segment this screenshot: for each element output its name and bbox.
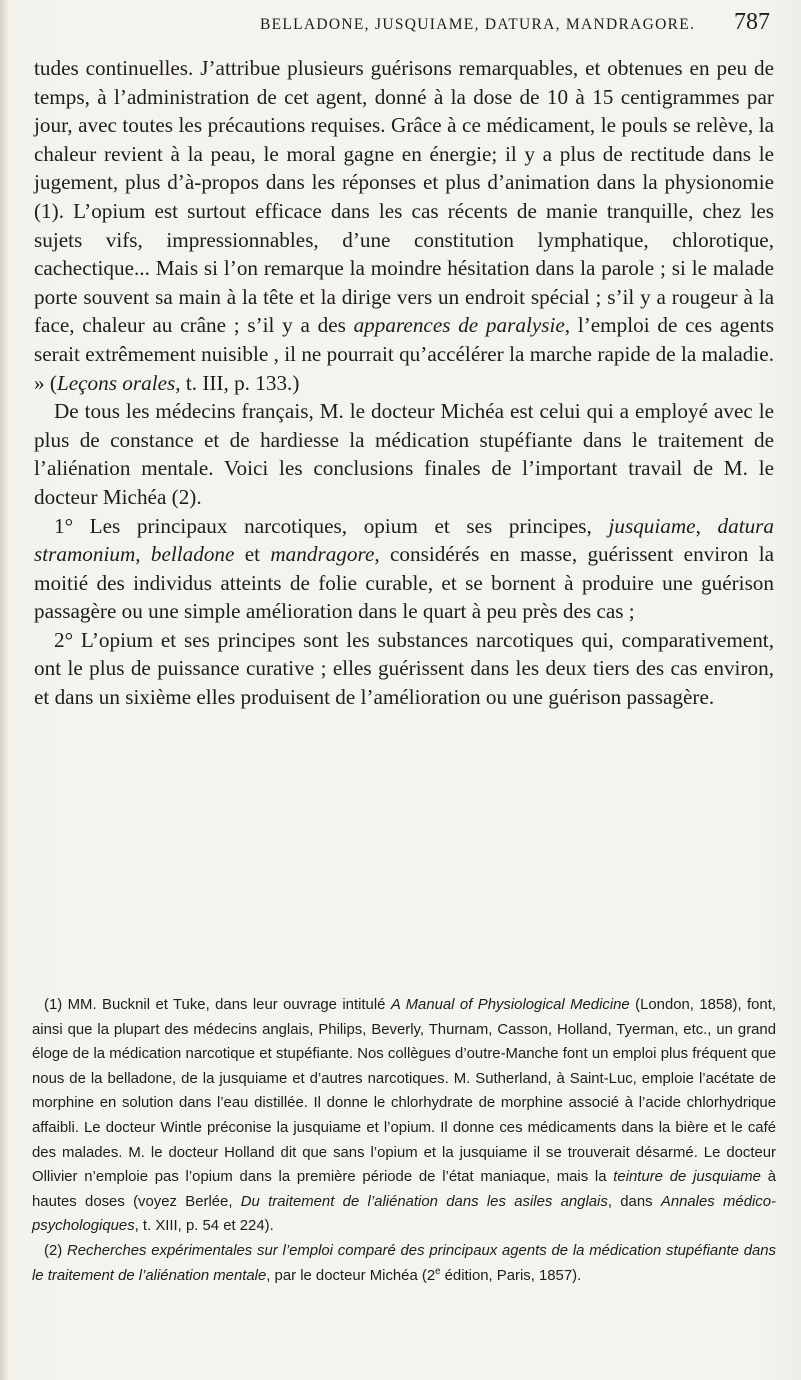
footnote-1: (1) MM. Bucknil et Tuke, dans leur ouvrage intitulé A Manual of Physiological Medicine (London, 1858), font, ainsi que la plupart des médecins anglais, Philips, Beverly, Thurnam, Casson, Holland, Tyerman, etc., un grand éloge de la médication narcotique et stupéfiante. Nos collègues d’outre-Manche font un emploi plus fréquent que nous de la belladone, de la jusquiame et d’autres narcotiques. M. Sutherland, à Saint-Luc, emploie l’acétate de morphine en solution dans l’eau distillée. Il donne le chlorhydrate de morphine associé à l’acide chlorhydrique affaibli. Le docteur Wintle préconise la jusquiame et l’opium. Il donne ces médicaments dans la bière et le café des malades. M. le docteur Holland dit que sans l’opium et la jusquiame il se trouverait désarmé. Le docteur Ollivier n’emploie pas l’opium dans la première période de l’état maniaque, mais la teinture de jusquiame à hautes doses (voyez Berlée, Du traitement de l’aliénation dans les asiles anglais, dans Annales médico-psychologiques, t. XIII, p. 54 et 224). <box>32 997 776 1235</box>
paragraph-conclusion-1: 1° Les principaux narcotiques, opium et ses principes, jusquiame, datura stramonium, belladone et mandragore, considérés en masse, guérissent environ la moitié des individus atteints de folie curable, et se bornent à produire une guérison passagère ou une simple amélioration dans le quart à peu près des cas ; <box>34 513 775 624</box>
emphasis-paralysie: apparences de paralysie <box>353 313 565 338</box>
main-text <box>34 54 774 712</box>
page-number: 787 <box>734 9 770 35</box>
emphasis-lecons-orales: Leçons orales <box>56 370 176 395</box>
running-title: BELLADONE, JUSQUIAME, DATURA, MANDRAGORE. <box>260 16 696 33</box>
footnotes <box>32 993 776 1288</box>
paragraph-continued-quote: tudes continuelles. J’attribue plusieurs guérisons remarquables, et obtenues en peu de temps, à l’administration de cet agent, donné à la dose de 10 à 15 centigrammes par jour, avec toutes les précautions requises. Grâce à ce médicament, le pouls se relève, la chaleur revient à la peau, le moral gagne en énergie; il y a plus de rectitude dans le jugement, plus d’à-propos dans les réponses et plus d’animation dans la physionomie (1). L’opium est surtout efficace dans les cas récents de manie tranquille, chez les sujets vifs, impressionnables, d’une constitution lymphatique, chlorotique, cachectique... Mais si l’on remarque la moindre hésitation dans la parole ; si le malade porte souvent sa main à la tête et la dirige vers un endroit spécial ; s’il y a rougeur à la face, chaleur au crâne ; s’il y a des apparences de paralysie, l’emploi de ces agents serait extrêmement nuisible , il ne pourrait qu’accélérer la marche rapide de la maladie. » (Leçons orales, t. III, p. 133.) <box>34 56 774 395</box>
page-gutter-shadow <box>0 0 8 1380</box>
paragraph-michea-intro: De tous les médecins français, M. le docteur Michéa est celui qui a employé avec le plus de constance et de hardiesse la médication stupéfiante dans le traitement de l’aliénation mentale. Voici les conclusions finales de l’important travail de M. le docteur Michéa (2). <box>34 399 774 509</box>
paragraph-conclusion-2: 2° L’opium et ses principes sont les substances narcotiques qui, comparativement, ont le plus de puissance curative ; elles guérissent dans les deux tiers des cas environ, et dans un sixième elles produisent de l’amélioration ou une guérison passagère. <box>34 627 774 710</box>
running-head <box>260 8 770 42</box>
footnote-2: (2) Recherches expérimentales sur l’emploi comparé des principaux agents de la médication stupéfiante dans le traitement de l’aliénation mentale, par le docteur Michéa (2e édition, Paris, 1857). <box>32 1242 776 1284</box>
